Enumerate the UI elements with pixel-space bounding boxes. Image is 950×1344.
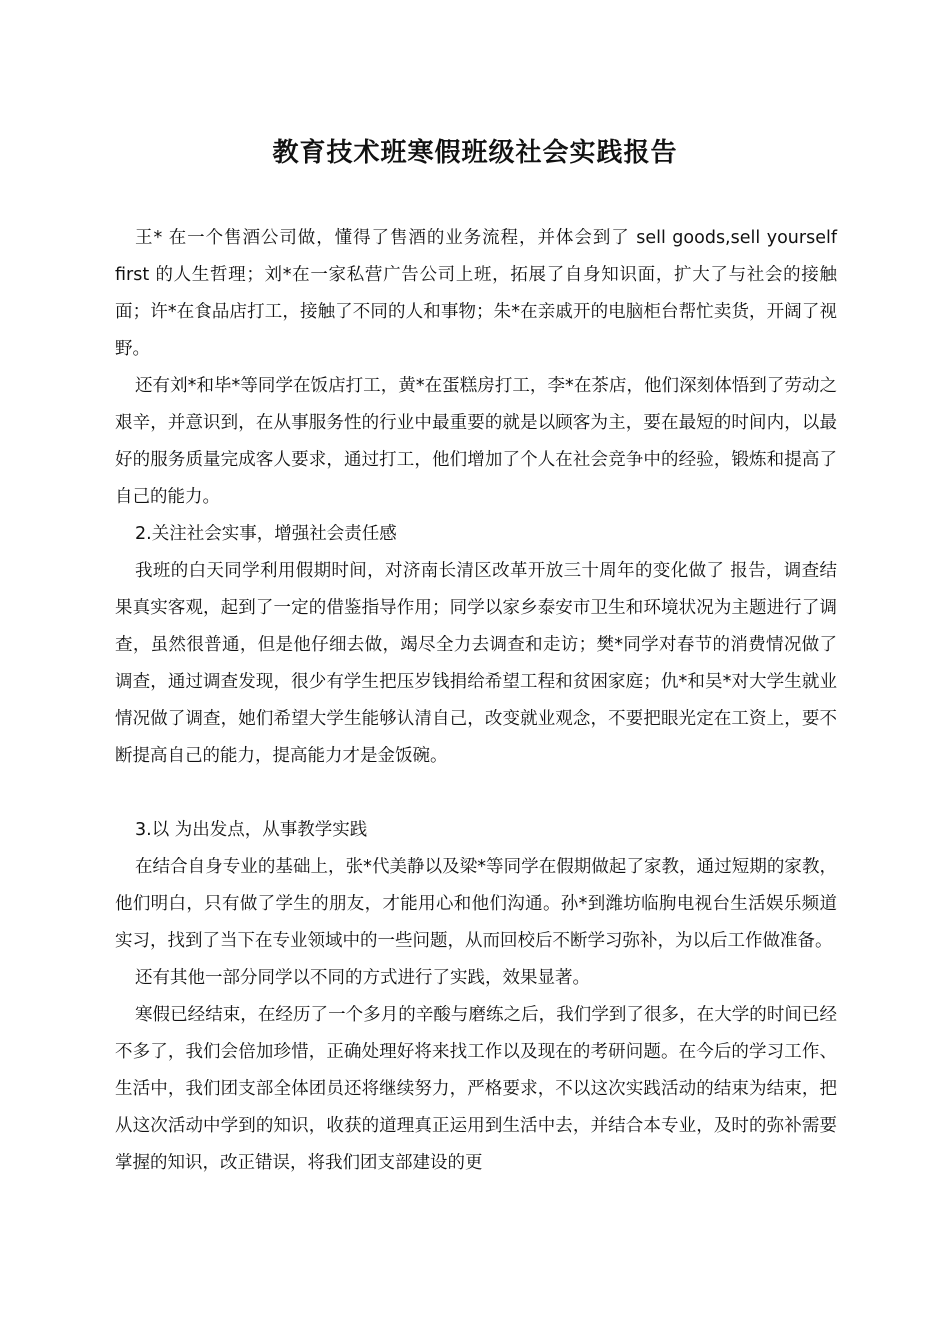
paragraph-tutoring: 在结合自身专业的基础上，张*代美静以及梁*等同学在假期做起了家教，通过短期的家教，他们明白，只有做了学生的朋友，才能用心和他们沟通。孙*到潍坊临朐电视台生活娱乐频道实习，找到了当下在专业领域中的一些问题，从而回校后不断学习弥补，为以后工作做准备。 — [115, 857, 837, 951]
document-body — [115, 220, 837, 1182]
paragraph-other-practice: 还有其他一部分同学以不同的方式进行了实践，效果显著。 — [135, 968, 590, 988]
paragraph-social-survey: 我班的白天同学利用假期时间，对济南长清区改革开放三十周年的变化做了 报告，调查结果真实客观，起到了一定的借鉴指导作用；同学以家乡泰安市卫生和环境状况为主题进行了调查，虽然很普通，但是他仔细去做，竭尽全力去调查和走访；樊*同学对春节的消费情况做了调查，通过调查发现，很少有学生把压岁钱捐给希望工程和贫困家庭；仇*和吴*对大学生就业情况做了调查，她们希望大学生能够认清自己，改变就业观念，不要把眼光定在工资上，要不断提高自己的能力，提高能力才是金饭碗。 — [115, 561, 837, 766]
paragraph-restaurant-work: 还有刘*和毕*等同学在饭店打工，黄*在蛋糕房打工，李*在茶店，他们深刻体悟到了劳动之艰辛，并意识到，在从事服务性的行业中最重要的就是以顾客为主，要在最短的时间内，以最好的服务质量完成客人要求，通过打工，他们增加了个人在社会竞争中的经验，锻炼和提高了自己的能力。 — [115, 376, 837, 507]
paragraph-conclusion: 寒假已经结束，在经历了一个多月的辛酸与磨练之后，我们学到了很多，在大学的时间已经不多了，我们会倍加珍惜，正确处理好将来找工作以及现在的考研问题。在今后的学习工作、生活中，我们团支部全体团员还将继续努力，严格要求，不以这次实践活动的结束为结束，把从这次活动中学到的知识，收获的道理真正运用到生活中去，并结合本专业，及时的弥补需要掌握的知识，改正错误，将我们团支部建设的更 — [115, 1005, 837, 1173]
paragraph-work-experience: 王* 在一个售酒公司做，懂得了售酒的业务流程，并体会到了 sell goods,sell yourself first 的人生哲理；刘*在一家私营广告公司上班，拓展了自身知识面，扩大了与社会的接触面；许*在食品店打工，接触了不同的人和事物；朱*在亲戚开的电脑柜台帮忙卖货，开阔了视野。 — [115, 228, 837, 359]
paragraph-spacer — [115, 775, 837, 812]
document-title: 教育技术班寒假班级社会实践报告 — [272, 138, 678, 168]
section-heading-social-affairs: 2.关注社会实事，增强社会责任感 — [135, 524, 397, 544]
section-heading-teaching-practice: 3.以 为出发点，从事教学实践 — [135, 820, 368, 840]
